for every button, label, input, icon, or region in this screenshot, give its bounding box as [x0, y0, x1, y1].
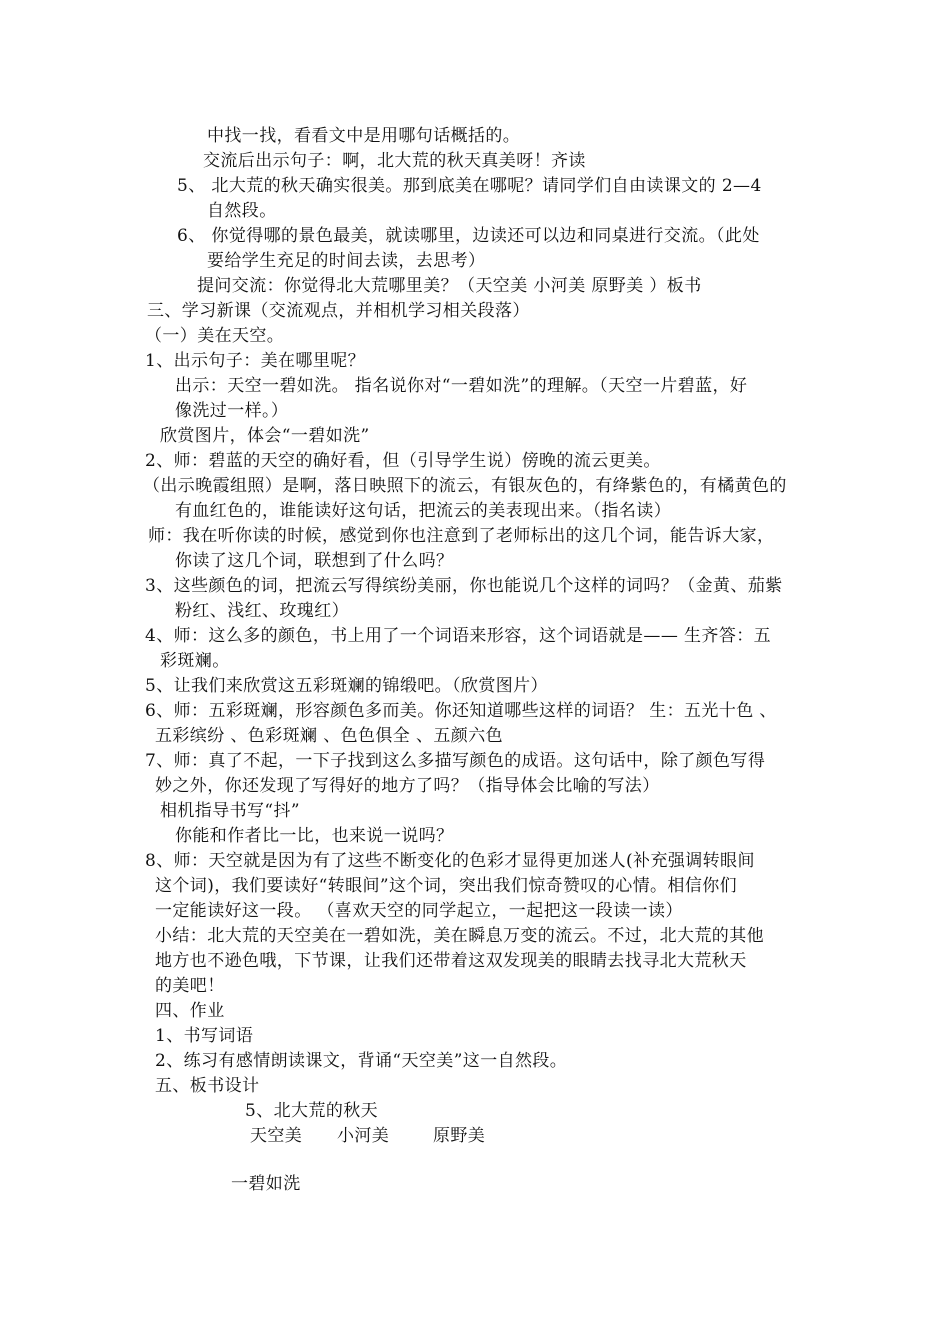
- text-line: 2、师：碧蓝的天空的确好看，但（引导学生说）傍晚的流云更美。: [145, 451, 661, 471]
- text-line: 有血红色的，谁能读好这句话，把流云的美表现出来。（指名读）: [175, 501, 672, 521]
- board-item: 天空美: [250, 1126, 303, 1146]
- text-line: 3、这些颜色的词，把流云写得缤纷美丽，你也能说几个这样的词吗？（金黄、茄紫: [145, 576, 783, 596]
- text-line: 7、师：真了不起，一下子找到这么多描写颜色的成语。这句话中，除了颜色写得: [145, 751, 766, 771]
- section-heading: 五、板书设计: [155, 1076, 260, 1096]
- text-line: 你能和作者比一比，也来说一说吗？: [175, 826, 454, 846]
- text-line: 出示：天空一碧如洗。 指名说你对“一碧如洗”的理解。（天空一片碧蓝，好: [175, 376, 748, 396]
- subsection-heading: （一）美在天空。: [145, 326, 285, 346]
- text-line: 一定能读好这一段。 （喜欢天空的同学起立，一起把这一段读一读）: [155, 901, 683, 921]
- text-line: 交流后出示句子：啊，北大荒的秋天真美呀！齐读: [203, 151, 586, 171]
- text-line: 欣赏图片，体会“一碧如洗”: [160, 426, 370, 446]
- text-line: 要给学生充足的时间去读，去思考）: [207, 251, 486, 271]
- text-line: 中找一找，看看文中是用哪句话概括的。: [207, 126, 521, 146]
- text-line: 2、练习有感情朗读课文，背诵“天空美”这一自然段。: [155, 1051, 568, 1071]
- section-heading: 三、学习新课（交流观点，并相机学习相关段落）: [147, 301, 530, 321]
- section-heading: 四、作业: [155, 1001, 225, 1021]
- text-line: 8、师：天空就是因为有了这些不断变化的色彩才显得更加迷人(补充强调转眼间: [145, 851, 755, 871]
- text-line: 像洗过一样。）: [175, 401, 289, 421]
- text-line: 5、让我们来欣赏这五彩斑斓的锦缎吧。（欣赏图片）: [145, 676, 548, 696]
- text-line: 你读了这几个词，联想到了什么吗？: [175, 551, 454, 571]
- text-line: 1、书写词语: [155, 1026, 254, 1046]
- text-line: 6、 你觉得哪的景色最美，就读哪里，边读还可以边和同桌进行交流。（此处: [177, 226, 760, 246]
- text-line: 相机指导书写“抖”: [160, 801, 300, 821]
- text-line: 4、师：这么多的颜色，书上用了一个词语来形容，这个词语就是—— 生齐答：五: [145, 626, 772, 646]
- text-line: 粉红、浅红、玫瑰红）: [175, 601, 349, 621]
- text-line: （出示晚霞组照）是啊，落日映照下的流云，有银灰色的，有绛紫色的，有橘黄色的: [143, 476, 787, 496]
- text-line: 五彩缤纷 、色彩斑斓 、色色俱全 、五颜六色: [155, 726, 504, 746]
- text-line: 地方也不逊色哦，下节课，让我们还带着这双发现美的眼睛去找寻北大荒秋天: [155, 951, 747, 971]
- text-line: 自然段。: [207, 201, 277, 221]
- text-line: 6、师：五彩斑斓，形容颜色多而美。你还知道哪些这样的词语？ 生：五光十色 、: [145, 701, 777, 721]
- board-item: 小河美: [337, 1126, 390, 1146]
- text-line: 这个词)，我们要读好“转眼间”这个词，突出我们惊奇赞叹的心情。相信你们: [155, 876, 738, 896]
- text-line: 小结：北大荒的天空美在一碧如洗，美在瞬息万变的流云。不过，北大荒的其他: [155, 926, 764, 946]
- text-line: 师：我在听你读的时候，感觉到你也注意到了老师标出的这几个词，能告诉大家，: [148, 526, 775, 546]
- board-title: 5、北大荒的秋天: [245, 1101, 379, 1121]
- board-note: 一碧如洗: [231, 1174, 301, 1194]
- text-line: 妙之外，你还发现了写得好的地方了吗？（指导体会比喻的写法）: [155, 776, 660, 796]
- board-item: 原野美: [433, 1126, 486, 1146]
- text-line: 的美吧！: [155, 976, 225, 996]
- text-line: 1、出示句子：美在哪里呢？: [145, 351, 366, 371]
- text-line: 彩斑斓。: [160, 651, 230, 671]
- text-line: 5、 北大荒的秋天确实很美。那到底美在哪呢？请同学们自由读课文的 2—4: [177, 176, 762, 196]
- text-line: 提问交流：你觉得北大荒哪里美？（天空美 小河美 原野美 ）板书: [197, 276, 702, 296]
